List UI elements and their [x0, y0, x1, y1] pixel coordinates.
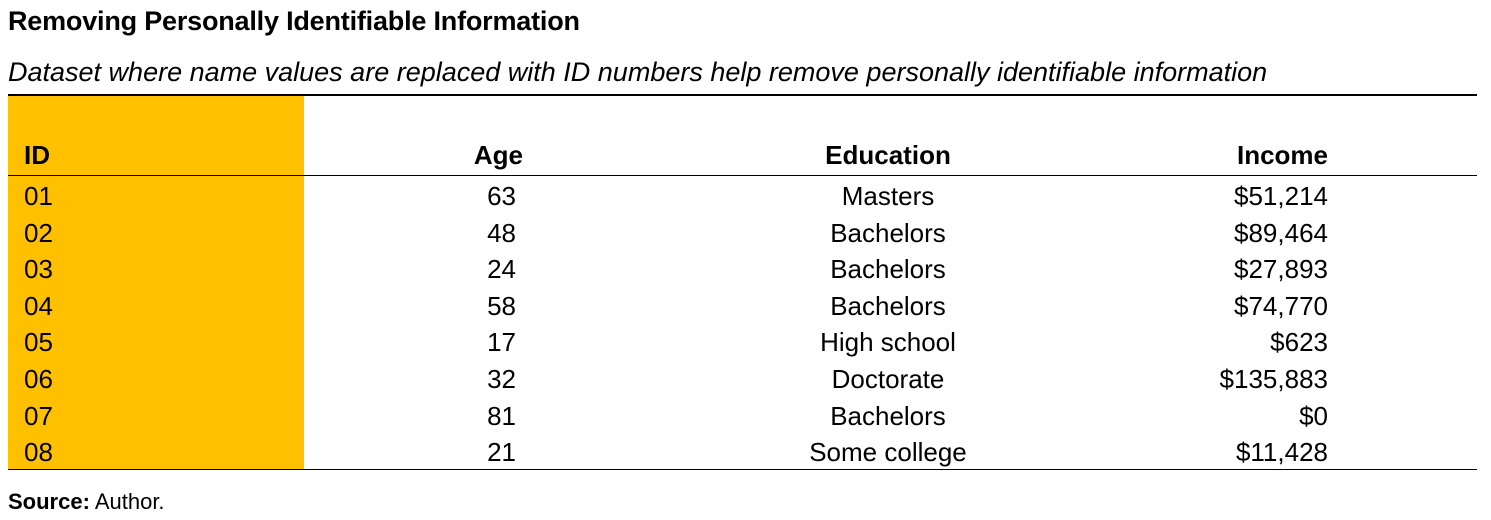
- cell-education: High school: [820, 327, 956, 358]
- cell-income: $51,214: [1234, 181, 1328, 211]
- cell-age: 21: [487, 437, 516, 468]
- cell-education: Bachelors: [830, 400, 946, 431]
- cell-income: $135,883: [1219, 364, 1328, 394]
- cell-age: 58: [487, 290, 516, 321]
- cell-education: Bachelors: [830, 217, 946, 248]
- cell-education: Bachelors: [830, 290, 946, 321]
- source-text: Author.: [89, 489, 165, 514]
- cell-education: Masters: [841, 181, 935, 211]
- cell-id: 07: [24, 400, 53, 431]
- cell-id: 03: [24, 254, 53, 285]
- cell-id: 05: [24, 327, 53, 358]
- column-header-income: Income: [1236, 140, 1328, 170]
- cell-income: $74,770: [1234, 290, 1328, 321]
- source-label: Source:: [8, 489, 90, 514]
- cell-age: 48: [487, 217, 516, 248]
- source-note: [8, 489, 165, 515]
- cell-income: $11,428: [1235, 437, 1328, 468]
- cell-income: $89,464: [1234, 217, 1328, 248]
- cell-age: 17: [487, 327, 516, 358]
- cell-income: $623: [1270, 327, 1328, 358]
- column-header-id: ID: [24, 140, 50, 170]
- cell-id: 04: [24, 290, 53, 321]
- page-subtitle: Dataset where name values are replaced with ID numbers help remove personally identifiable information: [8, 57, 1268, 87]
- cell-education: Doctorate: [831, 364, 945, 394]
- cell-age: 81: [487, 400, 516, 431]
- cell-income: $0: [1299, 400, 1328, 431]
- cell-id: 01: [24, 181, 53, 211]
- cell-id: 02: [24, 217, 53, 248]
- cell-id: 08: [24, 437, 53, 468]
- cell-age: 63: [487, 181, 516, 211]
- page-title: Removing Personally Identifiable Information: [8, 6, 580, 36]
- cell-age: 24: [487, 254, 516, 285]
- cell-id: 06: [24, 364, 53, 394]
- cell-age: 32: [487, 364, 516, 394]
- column-header-education: Education: [825, 140, 951, 170]
- cell-education: Some college: [809, 437, 967, 468]
- cell-education: Bachelors: [830, 254, 946, 285]
- cell-income: $27,893: [1234, 254, 1328, 285]
- column-header-age: Age: [473, 140, 523, 170]
- table-header-rule: [8, 175, 1477, 176]
